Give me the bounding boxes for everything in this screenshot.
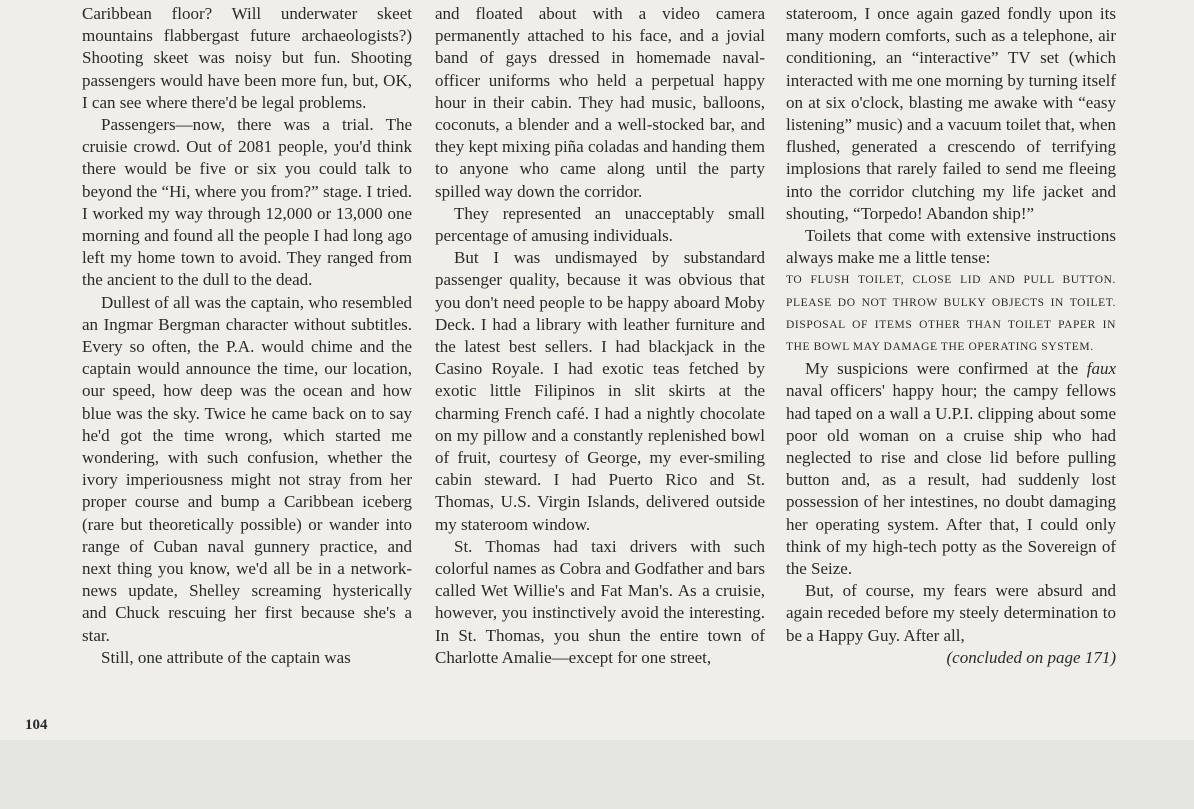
paragraph: St. Thomas had taxi drivers with such colorful names as Cobra and Godfather and bars called Wet Willie's and Fat Man's. As a cruisie, however, you instinctively avoid the interesting. In St. Thomas, you shun the entire town of Charlotte Amalie—except for one street, xyxy=(435,536,765,667)
paragraph: They represented an unacceptably small percentage of amusing individuals. xyxy=(435,203,765,246)
paragraph: But I was undismayed by substandard passenger quality, because it was obvious that you don't need people to be happy aboard Moby Deck. I had a library with leather furniture and the latest best sellers. I had blackjack in the Casino Royale. I had exotic teas fetched by exotic little Filipinos in slit skirts at the charming French café. I had a nightly chocolate on my pillow and a constantly replenished bowl of fruit, courtesy of George, my ever-smiling cabin steward. I had Puerto Rico and St. Thomas, U.S. Virgin Islands, delivered outside my stateroom window. xyxy=(435,248,765,534)
text-column-2 xyxy=(435,3,765,669)
continued-note: (concluded on page 171) xyxy=(946,647,1116,667)
paragraph: and floated about with a video camera permanently attached to his face, and a jovial band of gays dressed in homemade naval-officer uniforms who held a perpetual happy hour in their cabin. They had music, balloons, coconuts, a blender and a well-stocked bar, and they kept mixing piña coladas and handing them to anyone who came along until the party spilled way down the corridor. xyxy=(435,4,766,201)
paragraph-rest: naval officers' happy hour; the campy fellows had taped on a wall a U.P.I. clipping about some poor old woman on a cruise ship who had neglected to rise and close lid before pulling button and, as a result, had suddenly lost possession of her intestines, no doubt damaging her operating system. After that, I could only think of my high-tech potty as the Sovereign of the Seize. xyxy=(786,381,1116,579)
paragraph-lead: My suspicions were confirmed at the xyxy=(805,359,1087,379)
text-column-1 xyxy=(82,3,412,669)
paragraph: But, of course, my fears were absurd and again receded before my steely determination to be a Happy Guy. After all, xyxy=(786,581,1116,645)
paragraph: Toilets that come with extensive instructions always make me a little tense: xyxy=(786,226,1116,268)
paragraph: Still, one attribute of the captain was xyxy=(101,647,351,667)
paragraph xyxy=(786,358,1116,580)
paragraph: stateroom, I once again gazed fondly upon its many modern comforts, such as a telephone, air conditioning, an “interactive” TV set (which interacted with me one morning by turning itself on at six o'clock, blasting me awake with “easy listening” music) and a vacuum toilet that, when flushed, generated a crescendo of terrifying implosions that rarely failed to send me fleeing into the corridor clutching my life jacket and shouting, “Torpedo! Abandon ship!” xyxy=(786,4,1117,223)
page-number: 104 xyxy=(25,717,48,733)
bottom-margin xyxy=(0,740,1194,809)
paragraph: Dullest of all was the captain, who resembled an Ingmar Bergman character without subtitles. Every so often, the P.A. would chime and the captain would announce the time, our location, our speed, how deep was the ocean and how blue was the sky. Twice he came back on to say he'd got the time wrong, which started me wondering, with such confusion, whether the ivory imperiousness might not stray from her proper course and bump a Caribbean iceberg (rare but theoretically possible) or wander into range of Cuban naval gunnery practice, and next thing you know, we'd all be in a network-news update, Shelley screaming hysterically and Chuck rescuing her first because she's a star. xyxy=(82,292,412,645)
italic-word: faux xyxy=(1086,359,1116,379)
text-column-3 xyxy=(786,3,1116,669)
paragraph: Passengers—now, there was a trial. The cruisie crowd. Out of 2081 people, you'd think there would be five or six you could talk to beyond the “Hi, where you from?” stage. I tried. I worked my way through 12,000 or 13,000 one morning and found all the people I had long ago left my home town to avoid. They ranged from the ancient to the dull to the dead. xyxy=(82,115,412,290)
paragraph: Caribbean floor? Will underwater skeet mountains flabbergast future archaeologists?) Shooting skeet was noisy but fun. Shooting passengers would have been more fun, but, OK, I can see where there'd be legal problems. xyxy=(82,4,412,112)
toilet-instructions: TO FLUSH TOILET, CLOSE LID AND PULL BUTTON. PLEASE DO NOT THROW BULKY OBJECTS IN TOILET. DISPOSAL OF ITEMS OTHER THAN TOILET PAPER IN THE BOWL MAY DAMAGE THE OPERATING SYSTEM. xyxy=(786,274,1116,354)
